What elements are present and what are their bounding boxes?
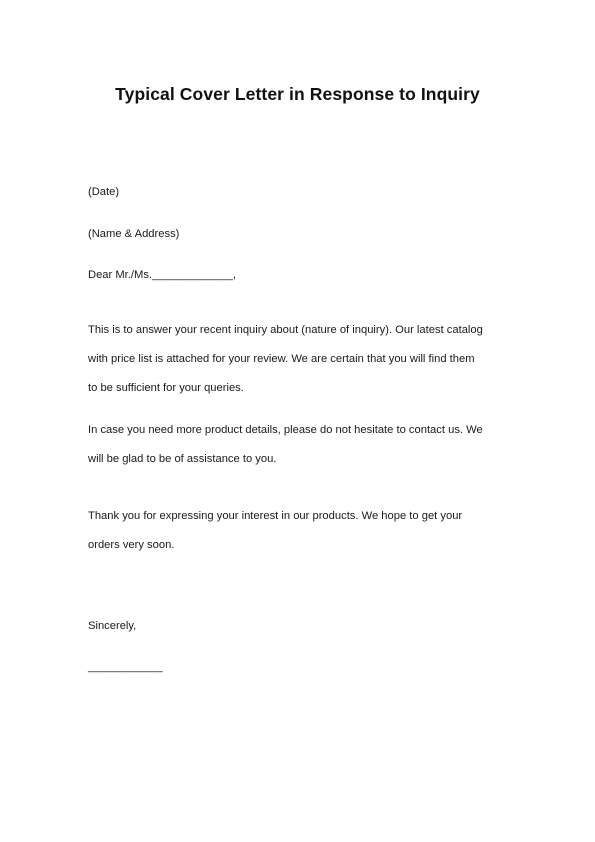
paragraph-3-line-1: Thank you for expressing your interest in our products. We hope to get your xyxy=(88,510,463,522)
date-line: (Date) xyxy=(88,186,120,198)
paragraph-1-line-3: to be sufficient for your queries. xyxy=(88,382,244,394)
paragraph-1-line-2: with price list is attached for your review. We are certain that you will find them xyxy=(88,353,475,365)
document-title: Typical Cover Letter in Response to Inquiry xyxy=(115,84,480,104)
paragraph-2-line-2: will be glad to be of assistance to you. xyxy=(88,453,277,465)
paragraph-1-line-1: This is to answer your recent inquiry about (nature of inquiry). Our latest catalog xyxy=(88,324,483,336)
closing-line: Sincerely, xyxy=(88,620,137,632)
paragraph-3-line-2: orders very soon. xyxy=(88,539,175,551)
paragraph-2-line-1: In case you need more product details, please do not hesitate to contact us. We xyxy=(88,424,483,436)
salutation-line: Dear Mr./Ms._____________, xyxy=(88,269,237,281)
name-address-line: (Name & Address) xyxy=(88,228,180,240)
signature-line: ____________ xyxy=(88,661,163,673)
